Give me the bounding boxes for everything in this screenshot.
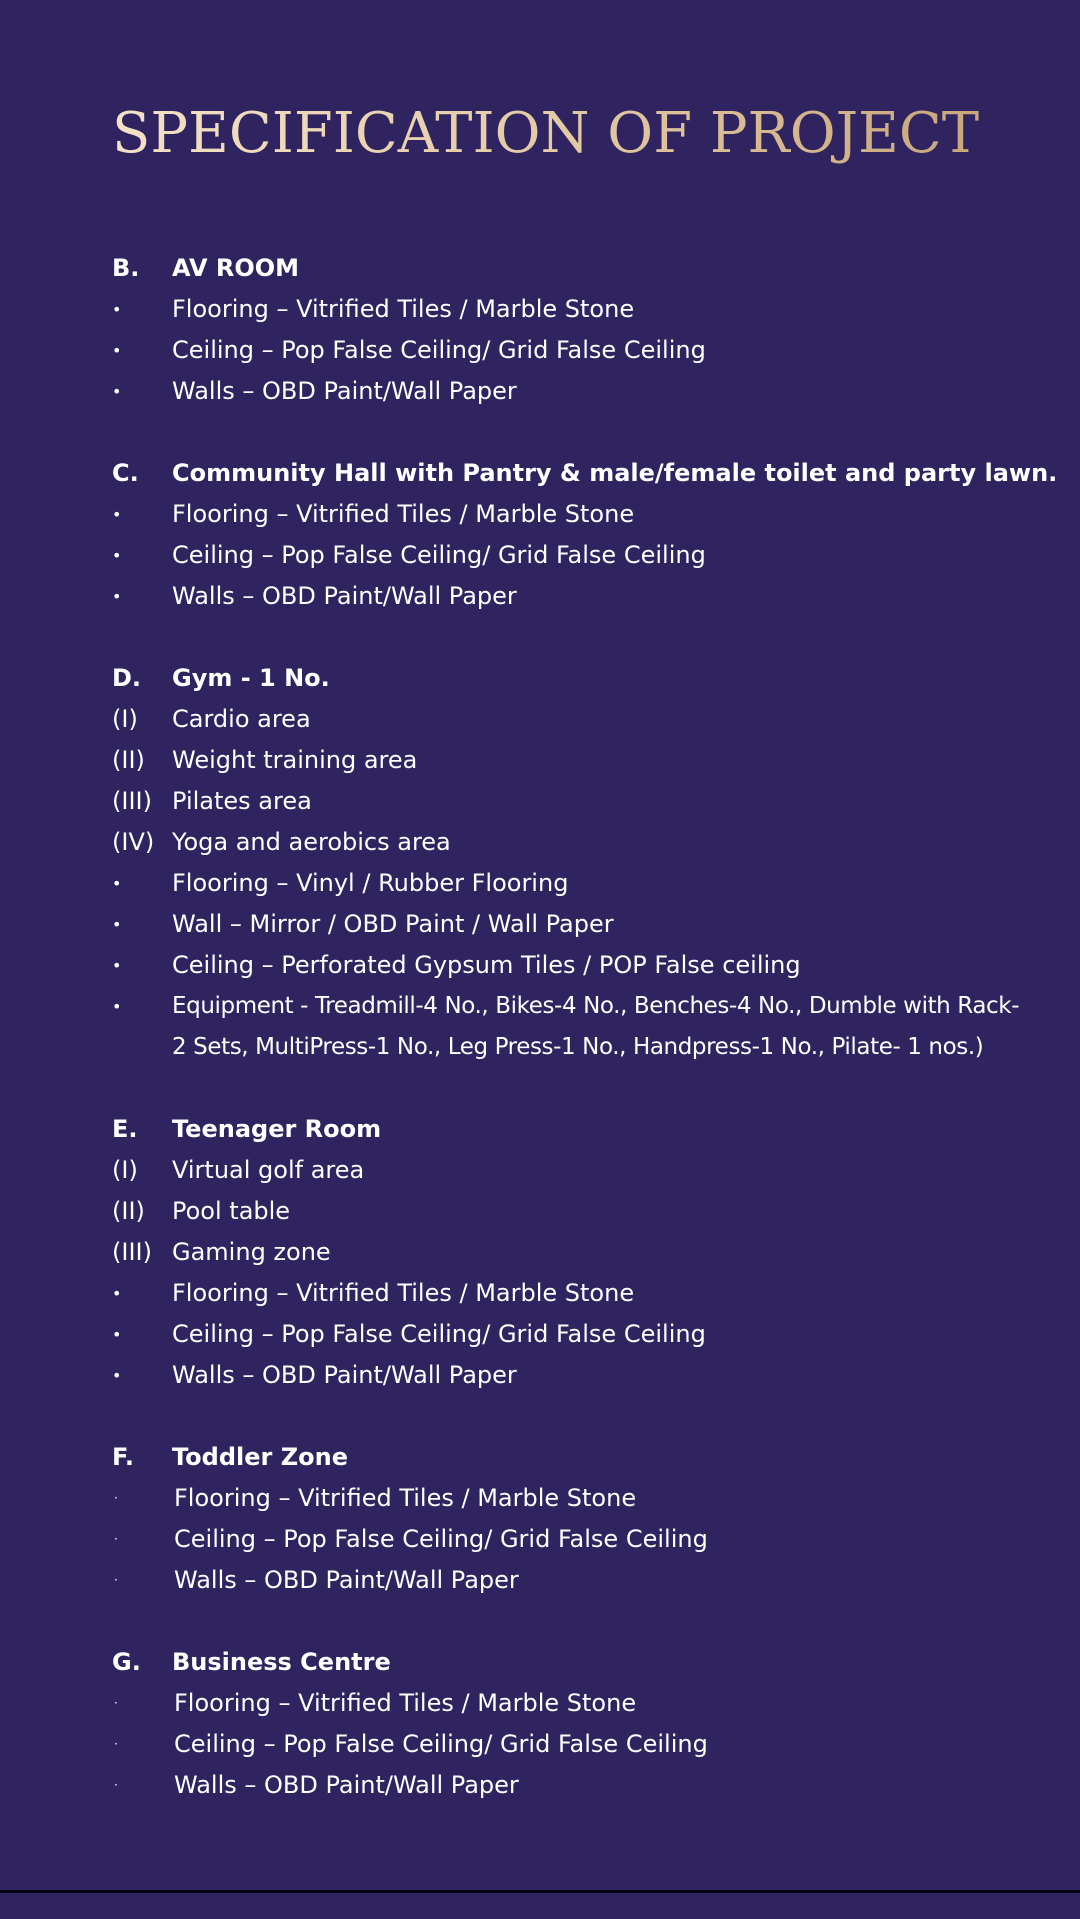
item-text: Equipment - Treadmill-4 No., Bikes-4 No., Benches-4 No., Dumble with Rack-2 Sets, MultiPress-1 No., Leg Press-1 No., Handpress-1 No., Pilate- 1 nos.) [172, 993, 1020, 1060]
item-text: Weight training area [172, 746, 418, 774]
item-text: Walls – OBD Paint/Wall Paper [172, 377, 517, 405]
page-title: SPECIFICATION OF PROJECT [112, 96, 979, 172]
section-title: AV ROOM [172, 254, 300, 282]
dot-icon: · [114, 1696, 118, 1710]
section-toddler-zone [112, 1437, 1032, 1601]
list-item [112, 904, 1032, 945]
item-text: Walls – OBD Paint/Wall Paper [174, 1566, 519, 1594]
list-item [112, 1273, 1032, 1314]
section-heading [112, 658, 1032, 699]
item-text: Pool table [172, 1197, 291, 1225]
bullet-icon: • [112, 1284, 122, 1303]
section-gym [112, 658, 1032, 1068]
dot-icon: · [114, 1737, 118, 1751]
roman-numeral: (I) [112, 705, 138, 733]
list-item [112, 781, 1032, 822]
bullet-icon: • [112, 1325, 122, 1344]
section-title: Business Centre [172, 1648, 391, 1676]
item-text: Flooring – Vitrified Tiles / Marble Stone [172, 295, 635, 323]
list-item [112, 986, 1032, 1068]
section-letter: B. [112, 254, 140, 282]
list-item [112, 330, 1032, 371]
list-item [112, 699, 1032, 740]
specification-list [112, 248, 1058, 1847]
bullet-icon: • [112, 1366, 122, 1385]
bullet-icon: • [112, 382, 122, 401]
item-text: Flooring – Vitrified Tiles / Marble Stone [174, 1689, 637, 1717]
item-text: Ceiling – Pop False Ceiling/ Grid False Ceiling [172, 1320, 706, 1348]
list-item [112, 1314, 1032, 1355]
bullet-icon: • [112, 915, 122, 934]
list-item [112, 1724, 1032, 1765]
section-title: Teenager Room [172, 1115, 382, 1143]
list-item [112, 535, 1032, 576]
item-text: Walls – OBD Paint/Wall Paper [174, 1771, 519, 1799]
roman-numeral: (I) [112, 1156, 138, 1184]
section-letter: F. [112, 1443, 134, 1471]
dot-icon: · [114, 1778, 118, 1792]
section-av-room [112, 248, 1032, 412]
bullet-icon: • [112, 956, 122, 975]
list-item [112, 1560, 1032, 1601]
list-item [112, 1478, 1032, 1519]
item-text: Gaming zone [172, 1238, 331, 1266]
list-item [112, 1765, 1032, 1806]
list-item [112, 1150, 1032, 1191]
section-heading [112, 1642, 1032, 1683]
section-business-centre [112, 1642, 1032, 1806]
bullet-icon: • [112, 505, 122, 524]
bullet-icon: • [112, 997, 122, 1016]
section-community-hall [112, 453, 1058, 617]
list-item [112, 822, 1032, 863]
bullet-icon: • [112, 546, 122, 565]
item-text: Cardio area [172, 705, 311, 733]
section-title: Community Hall with Pantry & male/female toilet and party lawn. [172, 459, 1058, 487]
bullet-icon: • [112, 300, 122, 319]
section-letter: C. [112, 459, 139, 487]
item-text: Walls – OBD Paint/Wall Paper [172, 582, 517, 610]
item-text: Ceiling – Pop False Ceiling/ Grid False Ceiling [174, 1730, 708, 1758]
list-item [112, 1519, 1032, 1560]
list-item [112, 945, 1032, 986]
list-item [112, 1232, 1032, 1273]
item-text: Virtual golf area [172, 1156, 365, 1184]
section-heading [112, 1109, 1032, 1150]
section-title: Toddler Zone [172, 1443, 348, 1471]
dot-icon: · [114, 1532, 118, 1546]
bullet-icon: • [112, 587, 122, 606]
list-item [112, 371, 1032, 412]
section-heading [112, 1437, 1032, 1478]
list-item [112, 1683, 1032, 1724]
section-heading [112, 453, 1058, 494]
roman-numeral: (III) [112, 787, 152, 815]
item-text: Ceiling – Perforated Gypsum Tiles / POP False ceiling [172, 951, 801, 979]
list-item [112, 740, 1032, 781]
item-text: Flooring – Vitrified Tiles / Marble Stone [174, 1484, 637, 1512]
section-letter: G. [112, 1648, 141, 1676]
item-text: Yoga and aerobics area [172, 828, 451, 856]
list-item [112, 863, 1032, 904]
item-text: Ceiling – Pop False Ceiling/ Grid False Ceiling [172, 336, 706, 364]
item-text: Flooring – Vinyl / Rubber Flooring [172, 869, 569, 897]
item-text: Ceiling – Pop False Ceiling/ Grid False Ceiling [174, 1525, 708, 1553]
list-item [112, 494, 1032, 535]
dot-icon: · [114, 1573, 118, 1587]
roman-numeral: (IV) [112, 828, 155, 856]
item-text: Pilates area [172, 787, 312, 815]
section-letter: E. [112, 1115, 138, 1143]
roman-numeral: (III) [112, 1238, 152, 1266]
list-item [112, 1355, 1032, 1396]
bullet-icon: • [112, 874, 122, 893]
section-title: Gym - 1 No. [172, 664, 330, 692]
list-item [112, 289, 1032, 330]
bottom-divider [0, 1890, 1080, 1893]
item-text: Ceiling – Pop False Ceiling/ Grid False Ceiling [172, 541, 706, 569]
list-item [112, 576, 1032, 617]
item-text: Flooring – Vitrified Tiles / Marble Stone [172, 500, 635, 528]
list-item [112, 1191, 1032, 1232]
item-text: Wall – Mirror / OBD Paint / Wall Paper [172, 910, 614, 938]
section-teenager-room [112, 1109, 1032, 1396]
item-text: Walls – OBD Paint/Wall Paper [172, 1361, 517, 1389]
bullet-icon: • [112, 341, 122, 360]
item-text: Flooring – Vitrified Tiles / Marble Stone [172, 1279, 635, 1307]
roman-numeral: (II) [112, 1197, 145, 1225]
section-heading [112, 248, 1032, 289]
dot-icon: · [114, 1491, 118, 1505]
section-letter: D. [112, 664, 142, 692]
roman-numeral: (II) [112, 746, 145, 774]
